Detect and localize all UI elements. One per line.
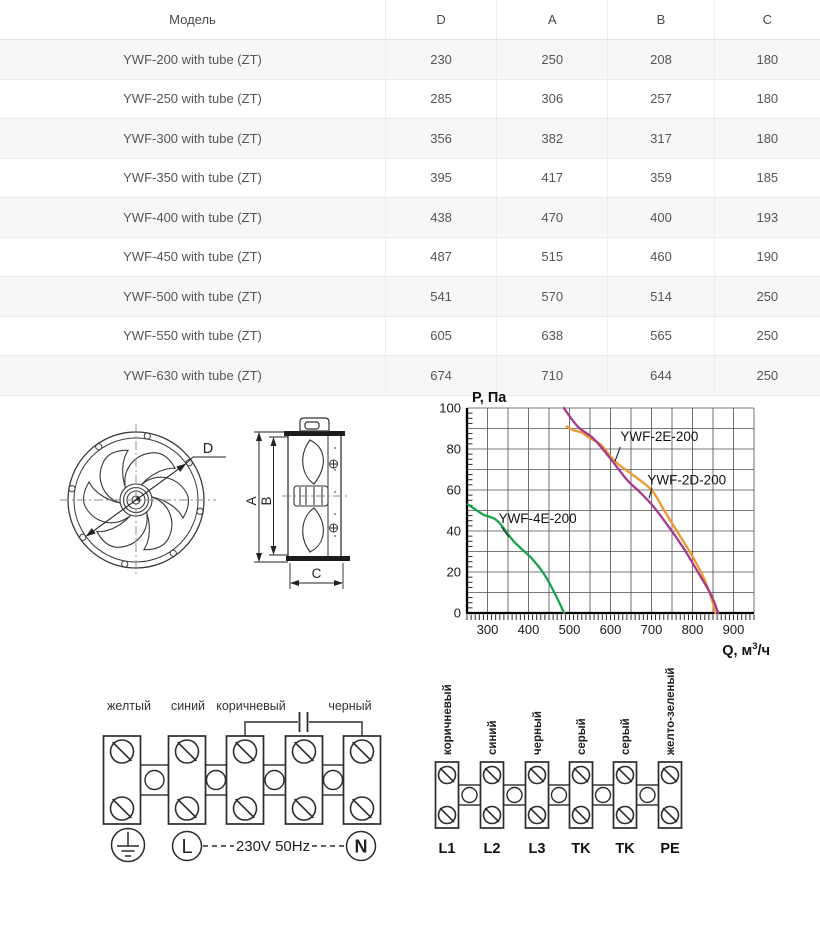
bolt-hole-icon [69, 486, 75, 492]
cell-a: 570 [497, 277, 608, 317]
connector-hole-icon [552, 788, 567, 803]
cell-a: 515 [497, 237, 608, 277]
connector-hole-icon [265, 771, 284, 790]
terminal-screw-icon [529, 807, 546, 824]
wire-color-label: коричневый [216, 699, 286, 713]
terminal-screw-icon [176, 797, 199, 820]
terminal-strip [436, 762, 682, 828]
wire-color-label: черный [328, 699, 372, 713]
table-row [0, 119, 820, 159]
fan-front-view-drawing [40, 395, 245, 610]
connector-hole-icon [207, 771, 226, 790]
cell-d: 285 [385, 79, 496, 119]
cell-d: 230 [385, 40, 496, 80]
terminal-label: TK [571, 841, 591, 857]
terminal-screw-icon [234, 797, 257, 820]
col-header-a: A [497, 0, 608, 40]
wire-color-label: черный [532, 711, 544, 755]
table-header-row [0, 0, 820, 40]
bolt-hole-icon [96, 444, 102, 450]
terminal-screw-icon [351, 797, 374, 820]
terminal-screw-icon [111, 797, 134, 820]
cell-b: 359 [608, 158, 714, 198]
phase-terminal [173, 832, 202, 861]
dim-c-label: C [311, 566, 322, 581]
cell-model: YWF-630 with tube (ZT) [0, 356, 385, 396]
bolt-hole-icon [197, 508, 203, 514]
svg-text:80: 80 [446, 441, 461, 457]
cell-model: YWF-250 with tube (ZT) [0, 79, 385, 119]
cell-c: 250 [714, 316, 820, 356]
cell-model: YWF-350 with tube (ZT) [0, 158, 385, 198]
terminal-screw-icon [234, 740, 257, 763]
cell-model: YWF-300 with tube (ZT) [0, 119, 385, 159]
terminal-label: L1 [438, 841, 456, 857]
terminal-label: L3 [528, 841, 546, 857]
bolt-hole-icon [144, 433, 150, 439]
cell-b: 565 [608, 316, 714, 356]
table-row [0, 40, 820, 80]
cell-c: 193 [714, 198, 820, 238]
cell-a: 306 [497, 79, 608, 119]
connector-hole-icon [145, 771, 164, 790]
terminal-screw-icon [484, 767, 501, 784]
cell-c: 250 [714, 277, 820, 317]
svg-text:600: 600 [599, 622, 622, 637]
svg-text:L: L [181, 836, 193, 858]
terminal-label: PE [660, 841, 680, 857]
svg-text:400: 400 [517, 622, 540, 637]
cell-b: 317 [608, 119, 714, 159]
connector-hole-icon [507, 788, 522, 803]
dim-a-label: A [244, 496, 259, 506]
x-axis-title: Q, $м^3/ч$ [722, 641, 770, 659]
wire-color-label: желтый [107, 699, 151, 713]
cell-a: 470 [497, 198, 608, 238]
cell-b: 644 [608, 356, 714, 396]
bolt-hole-icon [80, 534, 86, 540]
cell-a: 250 [497, 40, 608, 80]
terminal-screw-icon [573, 807, 590, 824]
connector-hole-icon [324, 771, 343, 790]
curve-label-YWF-2D-200: YWF-2D-200 [647, 472, 727, 488]
wire-color-label: серый [620, 718, 632, 755]
terminal-screw-icon [529, 767, 546, 784]
wire-color-label: желто-зеленый [665, 667, 677, 755]
cell-b: 400 [608, 198, 714, 238]
svg-text:800: 800 [681, 622, 704, 637]
svg-text:700: 700 [640, 622, 663, 637]
connector-hole-icon [640, 788, 655, 803]
cell-c: 190 [714, 237, 820, 277]
cell-a: 710 [497, 356, 608, 396]
cell-d: 541 [385, 277, 496, 317]
cell-d: 356 [385, 119, 496, 159]
col-header-b: B [608, 0, 714, 40]
terminal-strip [104, 736, 381, 824]
wiring-diagram-three-phase [425, 665, 700, 870]
terminal-screw-icon [111, 740, 134, 763]
mounting-bracket [300, 418, 329, 431]
svg-text:N: N [354, 836, 368, 857]
table-row [0, 79, 820, 119]
svg-text:300: 300 [476, 622, 499, 637]
series-YWF-2E-200 [567, 426, 716, 613]
cell-model: YWF-200 with tube (ZT) [0, 40, 385, 80]
cell-model: YWF-400 with tube (ZT) [0, 198, 385, 238]
neutral-terminal [347, 832, 376, 861]
wire-color-label: коричневый [442, 684, 454, 755]
wire-color-label: серый [576, 718, 588, 755]
terminal-screw-icon [439, 767, 456, 784]
cell-c: 180 [714, 40, 820, 80]
terminal-screw-icon [176, 740, 199, 763]
terminal-screw-icon [484, 807, 501, 824]
cell-c: 180 [714, 79, 820, 119]
table-row [0, 277, 820, 317]
cell-b: 460 [608, 237, 714, 277]
dim-d-label: D [202, 441, 214, 457]
cell-d: 395 [385, 158, 496, 198]
col-header-model: Модель [0, 0, 385, 40]
bolt-hole-icon [170, 550, 176, 556]
cell-b: 514 [608, 277, 714, 317]
bolt-hole-icon [122, 561, 128, 567]
terminal-screw-icon [662, 767, 679, 784]
cell-a: 417 [497, 158, 608, 198]
cell-model: YWF-500 with tube (ZT) [0, 277, 385, 317]
housing-bottom-flange [286, 556, 350, 561]
voltage-label: 230V 50Hz [235, 838, 311, 855]
cell-d: 674 [385, 356, 496, 396]
svg-text:100: 100 [439, 400, 461, 416]
svg-text:500: 500 [558, 622, 581, 637]
cell-b: 208 [608, 40, 714, 80]
ground-icon [112, 829, 145, 862]
wiring-diagram-single-phase [78, 670, 410, 880]
connector-hole-icon [596, 788, 611, 803]
terminal-screw-icon [293, 797, 316, 820]
housing-top-flange [284, 431, 345, 436]
cell-c: 250 [714, 356, 820, 396]
terminal-label: TK [615, 841, 635, 857]
fan-side-view-drawing [244, 400, 363, 605]
svg-text:60: 60 [446, 482, 461, 498]
cell-c: 185 [714, 158, 820, 198]
col-header-c: C [714, 0, 820, 40]
terminal-screw-icon [573, 767, 590, 784]
table-row [0, 237, 820, 277]
cell-d: 605 [385, 316, 496, 356]
cell-b: 257 [608, 79, 714, 119]
table-row [0, 198, 820, 238]
curve-label-YWF-2E-200: YWF-2E-200 [620, 429, 699, 445]
capacitor-circuit [245, 712, 362, 736]
terminal-screw-icon [617, 767, 634, 784]
wire-color-label: синий [487, 720, 499, 755]
terminal-label: L2 [483, 841, 501, 857]
terminal-screw-icon [617, 807, 634, 824]
curve-label-YWF-4E-200: YWF-4E-200 [498, 511, 577, 527]
table-row [0, 158, 820, 198]
table-row [0, 316, 820, 356]
y-axis-title: P, Па [472, 390, 507, 406]
cell-d: 438 [385, 198, 496, 238]
cell-a: 638 [497, 316, 608, 356]
cell-model: YWF-550 with tube (ZT) [0, 316, 385, 356]
cell-model: YWF-450 with tube (ZT) [0, 237, 385, 277]
cell-a: 382 [497, 119, 608, 159]
svg-text:0: 0 [453, 605, 461, 621]
cell-d: 487 [385, 237, 496, 277]
connector-hole-icon [462, 788, 477, 803]
terminal-screw-icon [439, 807, 456, 824]
performance-chart [430, 390, 820, 660]
terminal-screw-icon [662, 807, 679, 824]
col-header-d: D [385, 0, 496, 40]
terminal-screw-icon [351, 740, 374, 763]
terminal-screw-icon [293, 740, 316, 763]
svg-text:900: 900 [722, 622, 745, 637]
svg-text:40: 40 [446, 523, 461, 539]
cell-c: 180 [714, 119, 820, 159]
dim-b-label: B [259, 496, 274, 506]
wire-color-label: синий [170, 699, 206, 713]
dimensions-table [0, 0, 820, 396]
svg-text:20: 20 [446, 564, 461, 580]
